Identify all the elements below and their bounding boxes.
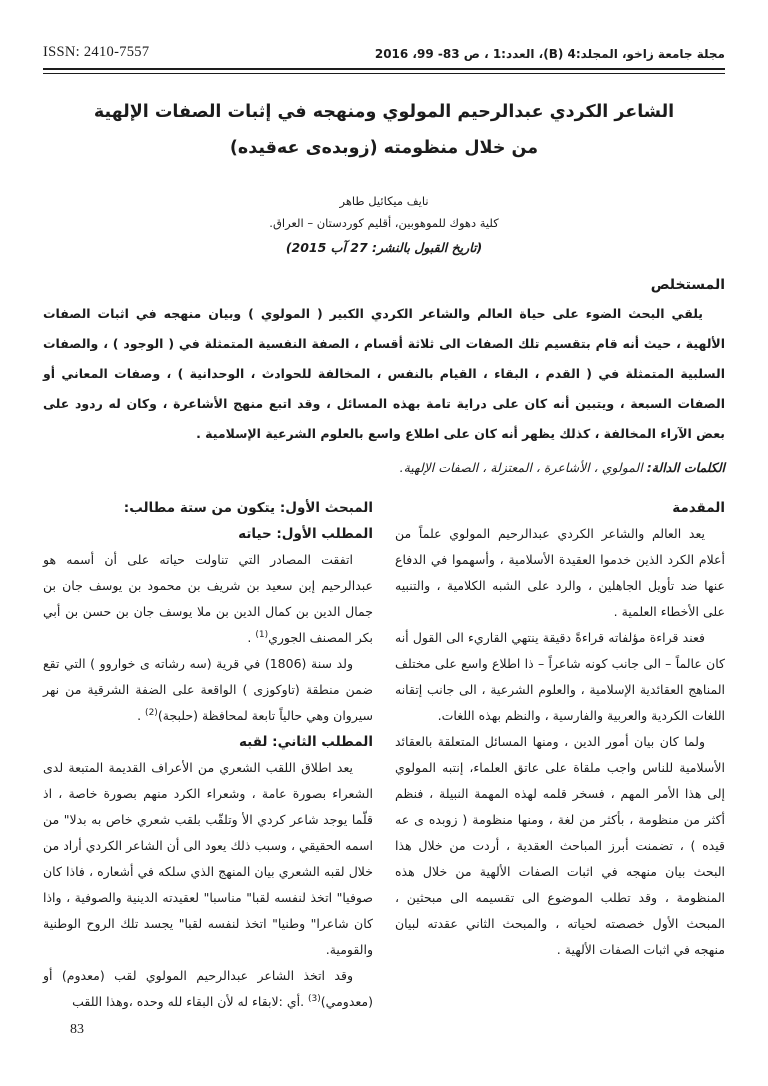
keywords-label: الكلمات الدالة: [646,460,725,475]
author-name: نايف ميكائيل طاهر [339,194,429,208]
section1-paragraph-1: اتفقت المصادر التي تناولت حياته على أن أسمه هو عبدالرحيم إبن سعيد بن شريف بن محمود بن يوسف جان بن جمال الدين بن كمال الدين بن ملا يوسف جان بن حسن بن أبي بكر المصنف الجوري$^{(1)}$ . [43,552,373,645]
journal-info: مجلة جامعة زاخو، المجلد:4 (B)، العدد:1 ، ص 83- 99، 2016 [374,47,725,61]
issn-label: ISSN: 2410-7557 [43,44,150,60]
article-title-line2: من خلال منظومته (زوبده‌ى عه‌قيده) [229,138,539,158]
page-number: 83 [70,1022,84,1037]
author-affiliation: كلية دهوك للموهوبين، أقليم كوردستان – العراق. [269,216,499,230]
article-title-line1: الشاعر الكردي عبدالرحيم المولوي ومنهجه في إثبات الصفات الإلهية [93,102,675,122]
abstract-text: يلقي البحث الضوء على حياة العالم والشاعر الكردي الكبير ( المولوي ) وبيان منهجه في اثبات الصفات الألهية ، حيث أنه قام بتقسيم تلك الصفات الى ثلاثة أقسام ، الصفة النفسية المتمثلة في ( الوجود ) ، والصفات السلبية المتمثلة في ( القدم ، البقاء ، القيام بالنفس ، المخالفة للحوادث ، الوحدانية ) ، وصفات المعاني أو الصفات السبعة ، ويتبين أنه كان على دراية تامة بهذه المسائل ، وقد اتبع منهج الأشاعرة ، وكان له ردود على بعض الآراء المخالفة ، كذلك يظهر أنه كان على اطلاع واسع بالعلوم الشرعية الإسلامية . [43,306,725,441]
abstract-heading: المستخلص [650,277,725,293]
abstract-section [43,277,725,479]
page-header [43,44,725,61]
acceptance-date: (تاريخ القبول بالنشر: 27 آب 2015) [285,240,483,255]
section1-heading: المبحث الأول: يتكون من ستة مطالب: [123,500,373,516]
section1-sub1-heading: المطلب الأول: حياته [238,526,373,542]
introduction-paragraph-1: يعد العالم والشاعر الكردي عبدالرحيم المولوي علماً من أعلام الكرد الذين خدموا العقيدة الأسلامية ، وأسهموا في الدفاع عنها ضد تأويل الجاهلين ، والرد على الشبه الكلامية ، والتنبيه على الأخطاء العلمية . [395,526,725,619]
author-block [43,190,725,259]
introduction-paragraph-3: ولما كان بيان أمور الدين ، ومنها المسائل المتعلقة بالعقائد الأسلامية للناس واجب ملقاة على عاتق العلماء، إنتبه المولوي إلى هذا الأمر المهم ، فسخر قلمه لهذه المهمة النبيلة ، فنظم أكثر من منظومة ، بأكثر من لغة ، ومنها منظومة ( زوبده ى عه قيده ) ، تضمنت أبرز المباحث العقدية ، أردت من خلال هذا البحث بيان منهجه في اثبات الصفات الألهية من خلال هذه المنظومة ، وقد تطلب الموضوع الى تقسيمه الى مبحثين ، المبحث الأول خصصته لحياته ، والمبحث الثاني عقدته لبيان منهجه في اثبات الصفات الألهية . [395,734,725,957]
introduction-heading: المقدمة [672,500,725,516]
column-right-introduction [395,495,725,1015]
column-left-section1 [43,495,373,1015]
article-title [43,94,725,166]
keywords-text: المولوي ، الأشاعرة ، المعتزلة ، الصفات الإلهية. [399,460,647,475]
introduction-paragraph-2: فعند قراءة مؤلفاته قراءةً دقيقة ينتهي القاريء الى القول أنه كان عالماً – الى جانب كونه شاعراً – ذا اطلاع واسع على مختلف المناهج العقائدية الإسلامية ، والعلوم الشرعية ، الى جانب إتقانه اللغات الكردية والعربية والفارسية ، والنظم بهذه اللغات. [395,630,725,723]
header-rule [43,68,725,74]
two-column-body [43,495,725,1015]
section1-sub2-heading: المطلب الثاني: لقبه [239,734,373,750]
section1-paragraph-3: يعد اطلاق اللقب الشعري من الأعراف القديمة المتبعة لدى الشعراء بصورة عامة ، وشعراء الكرد منهم بصورة خاصة ، اذ قلّما يوجد شاعر كردي الأ وتلقّب بلقب شعري خاص به بدلا" من اسمه الحقيقي ، وسبب ذلك يعود الى أن الشاعر الكردي أراد من خلال لقبه الشعري بيان المنهج الذي سلكه في أشعاره ، فاذا كان صوفيا" اتخذ لنفسه لقبا" مناسبا" لعقيدته الدينية والصوفية ، واذا كان شاعرا" وطنيا" اتخذ لنفسه لقبا" يجسد تلك الروح الوطنية والقومية. [43,760,373,957]
section1-paragraph-2: ولد سنة (1806) في قرية (سه رشاته ى خواروو ) التي تقع ضمن منطقة (تاوكوزى ) الواقعة على الضفة الشرقية من نهر سيروان وهي حالياً تابعة لمحافظة (حلبجة)$^{(2)}$ . [43,656,373,723]
keywords-line [43,457,725,479]
section1-paragraph-4: وقد اتخذ الشاعر عبدالرحيم المولوي لقب (معدوم) أو (معدومي)$^{(3)}$ .أي :لابقاء له لأن البقاء لله وحده ،وهذا اللقب [43,968,373,1009]
